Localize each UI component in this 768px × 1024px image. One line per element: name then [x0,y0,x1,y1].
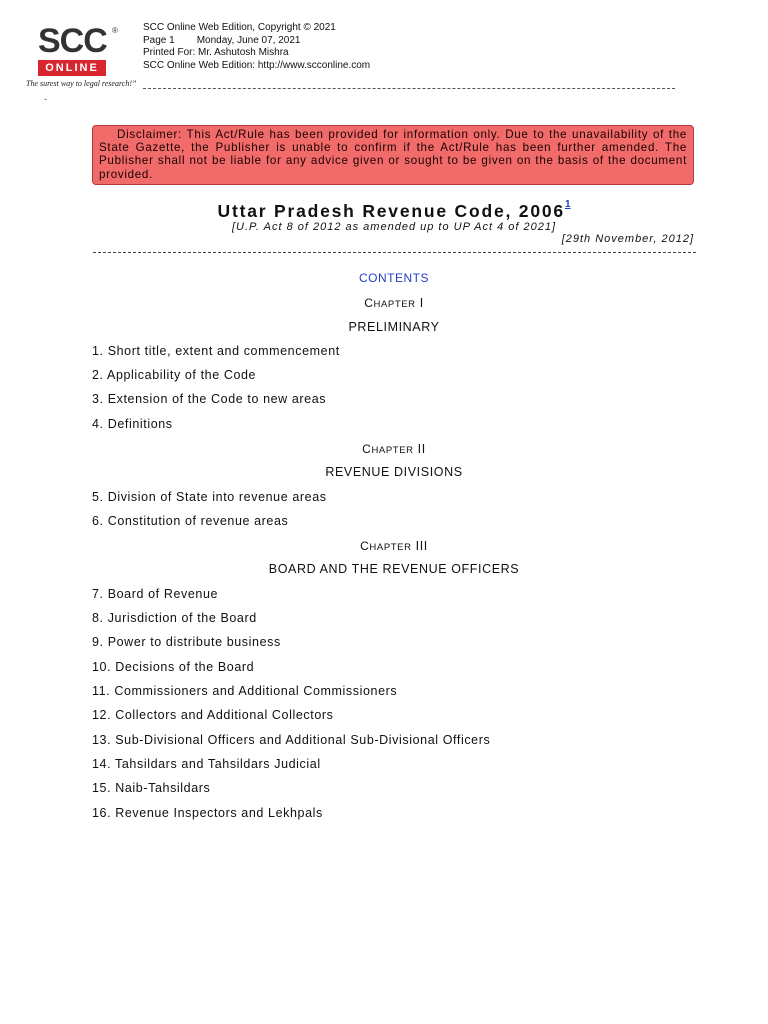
chapter-title[interactable]: BOARD AND THE REVENUE OFFICERS [268,562,520,576]
disclaimer-box [92,125,694,185]
title-text: Uttar Pradesh Revenue Code, 2006 [217,201,565,221]
toc-item[interactable]: 8. Jurisdiction of the Board [92,611,257,625]
page-date-line [143,35,370,48]
chapter-title[interactable]: PRELIMINARY [348,320,440,334]
web-edition-line[interactable]: SCC Online Web Edition: http://www.scconline.com [143,59,371,71]
toc-item[interactable]: 15. Naib-Tahsildars [92,781,211,795]
chapter-title[interactable]: REVENUE DIVISIONS [325,465,463,479]
logo-dot: - [44,94,47,104]
toc-item[interactable]: 9. Power to distribute business [92,635,281,649]
toc-item[interactable]: 10. Decisions of the Board [92,660,255,674]
toc-item[interactable]: 13. Sub-Divisional Officers and Additional Sub-Divisional Officers [92,733,491,747]
document-title [0,201,768,222]
toc-item[interactable]: 12. Collectors and Additional Collectors [92,708,334,722]
chapter-heading: CHAPTER II [362,442,426,456]
toc-item[interactable]: 5. Division of State into revenue areas [92,490,327,504]
print-date: Monday, June 07, 2021 [196,34,301,46]
header-meta [143,22,370,72]
contents-heading[interactable]: CONTENTS [359,271,429,285]
toc-item[interactable]: 1. Short title, extent and commencement [92,344,340,358]
toc-item[interactable]: 14. Tahsildars and Tahsildars Judicial [92,757,321,771]
toc-item[interactable]: 11. Commissioners and Additional Commissioners [92,684,398,698]
toc-item[interactable]: 4. Definitions [92,417,173,431]
document-subtitle: [U.P. Act 8 of 2012 as amended up to UP Act 4 of 2021] [231,221,557,233]
copyright-line: SCC Online Web Edition, Copyright © 2021 [143,22,336,33]
logo-registered-mark: ® [112,26,118,35]
chapter-heading: CHAPTER III [360,539,428,553]
document-date: [29th November, 2012] [561,233,694,245]
toc-item[interactable]: 3. Extension of the Code to new areas [92,392,327,406]
logo-online-banner: ONLINE [38,60,106,76]
scc-online-logo [24,22,137,104]
title-divider [93,252,696,253]
footnote-link[interactable]: 1 [564,199,571,210]
chapter-heading: CHAPTER I [364,296,424,310]
toc-item[interactable]: 16. Revenue Inspectors and Lekhpals [92,806,323,820]
logo-brand: SCC [38,22,107,60]
disclaimer-text: Disclaimer: This Act/Rule has been provided for information only. Due to the unavailability of the State Gazette, the Publisher is unable to confirm if the Act/Rule has been further amended. The Publisher shall not be liable for any advice given or sought to be given on the basis of the document provided. [99,128,687,181]
toc-item[interactable]: 2. Applicability of the Code [92,368,257,382]
page-number: Page 1 [143,34,175,46]
toc-item[interactable]: 7. Board of Revenue [92,587,219,601]
printed-for-line: Printed For: Mr. Ashutosh Mishra [143,47,289,58]
toc-item[interactable]: 6. Constitution of revenue areas [92,514,289,528]
logo-tagline: The surest way to legal research!” [26,79,137,88]
header-divider [143,88,675,89]
